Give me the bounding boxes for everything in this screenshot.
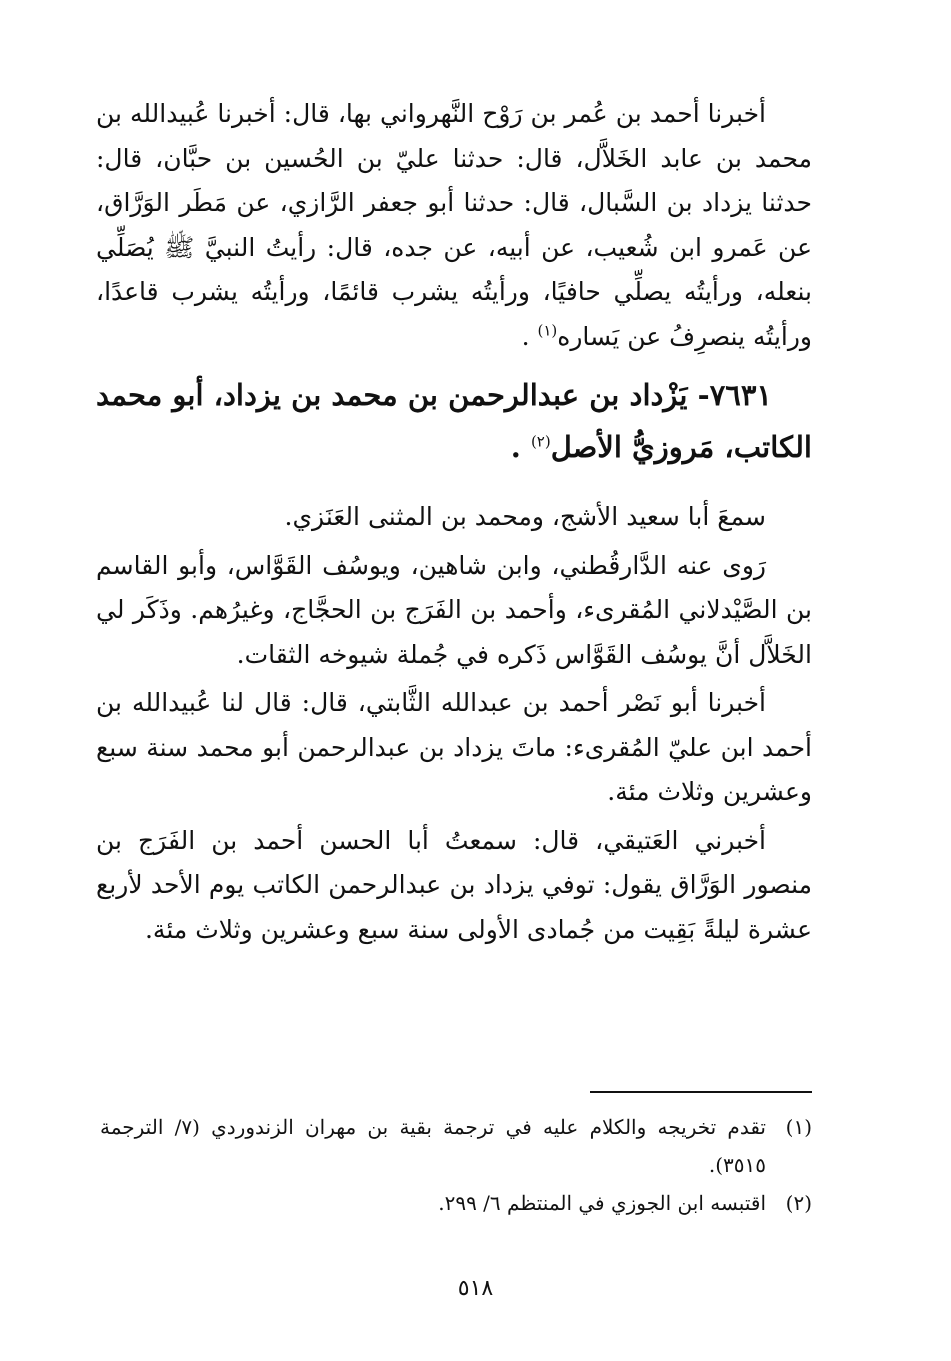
paragraph-death-report-2: أخبرني العَتيقي، قال: سمعتُ أبا الحسن أحمد بن الفَرَج بن منصور الوَرَّاق يقول: توفي يزداد بن عبدالرحمن الكاتب يوم الأحد لأربع عشرة ليلةً بَقِيت من جُمادى الأولى سنة سبع وعشرين وثلاث مئة. bbox=[96, 825, 812, 944]
footnote-text: تقدم تخريجه والكلام عليه في ترجمة بقية بن مهران الزندوردي (٧/ الترجمة ٣٥١٥). bbox=[100, 1115, 767, 1177]
footnote-item bbox=[100, 1184, 812, 1222]
paragraph-text: أخبرنا أحمد بن عُمر بن رَوْح النَّهرواني بها، قال: أخبرنا عُبيدالله بن محمد بن عابد الخَلاَّل، قال: حدثنا عليّ بن الحُسين بن حبَّان، قال: حدثنا يزداد بن السَّبال، قال: حدثنا أبو جعفر الرَّازي، عن مَطَر الوَرَّاق، عن عَمرو ابن شُعيب، عن أبيه، عن جده، قال: رأيتُ النبيَّ ﷺ يُصَلِّي بنعله، ورأيتُه يصلِّي حافيًا، ورأيتُه يشرب قائمًا، ورأيتُه يشرب قاعدًا، ورأيتُه ينصرِفُ عن يَساره bbox=[96, 99, 812, 351]
paragraph-students: رَوى عنه الدَّارقُطني، وابن شاهين، ويوسُف القَوَّاس، وأبو القاسم بن الصَّيْدلاني المُقرىء، وأحمد بن الفَرَج بن الحجَّاج، وغيرُهم. وذَكَر لي الخَلاَّل أنَّ يوسُف القَوَّاس ذَكره في جُملة شيوخه الثقات. bbox=[96, 550, 812, 669]
footnote-divider bbox=[590, 1091, 812, 1093]
paragraph-death-report-1: أخبرنا أبو نَصْر أحمد بن عبدالله الثَّابتي، قال: قال لنا عُبيدالله بن أحمد ابن عليّ المُقرىء: ماتَ يزداد بن عبدالرحمن أبو محمد سنة سبع وعشرين وثلاث مئة. bbox=[96, 688, 812, 806]
page-number: ٥١٨ bbox=[457, 1276, 494, 1301]
entry-heading bbox=[96, 369, 812, 473]
paragraph-end: . bbox=[521, 321, 538, 351]
footnotes bbox=[100, 1108, 812, 1222]
entry-heading-text: ٧٦٣١- يَزْداد بن عبدالرحمن بن محمد بن يزداد، أبو محمد الكاتب، مَروزيُّ الأصل bbox=[96, 378, 812, 464]
paragraph-isnad-hadith bbox=[96, 92, 812, 359]
footnote-text: اقتبسه ابن الجوزي في المنتظم ٦/ ٢٩٩. bbox=[438, 1191, 766, 1215]
footnote-number: (٢) bbox=[785, 1191, 812, 1215]
footnote-item bbox=[100, 1108, 812, 1184]
main-text bbox=[96, 92, 812, 952]
footnote-number: (١) bbox=[785, 1115, 812, 1139]
paragraph-teachers: سمعَ أبا سعيد الأشج، ومحمد بن المثنى العَنَزي. bbox=[284, 502, 766, 531]
entry-heading-end: . bbox=[510, 430, 531, 464]
footnote-marker: (١) bbox=[537, 321, 558, 340]
footnote-marker: (٢) bbox=[530, 432, 551, 451]
